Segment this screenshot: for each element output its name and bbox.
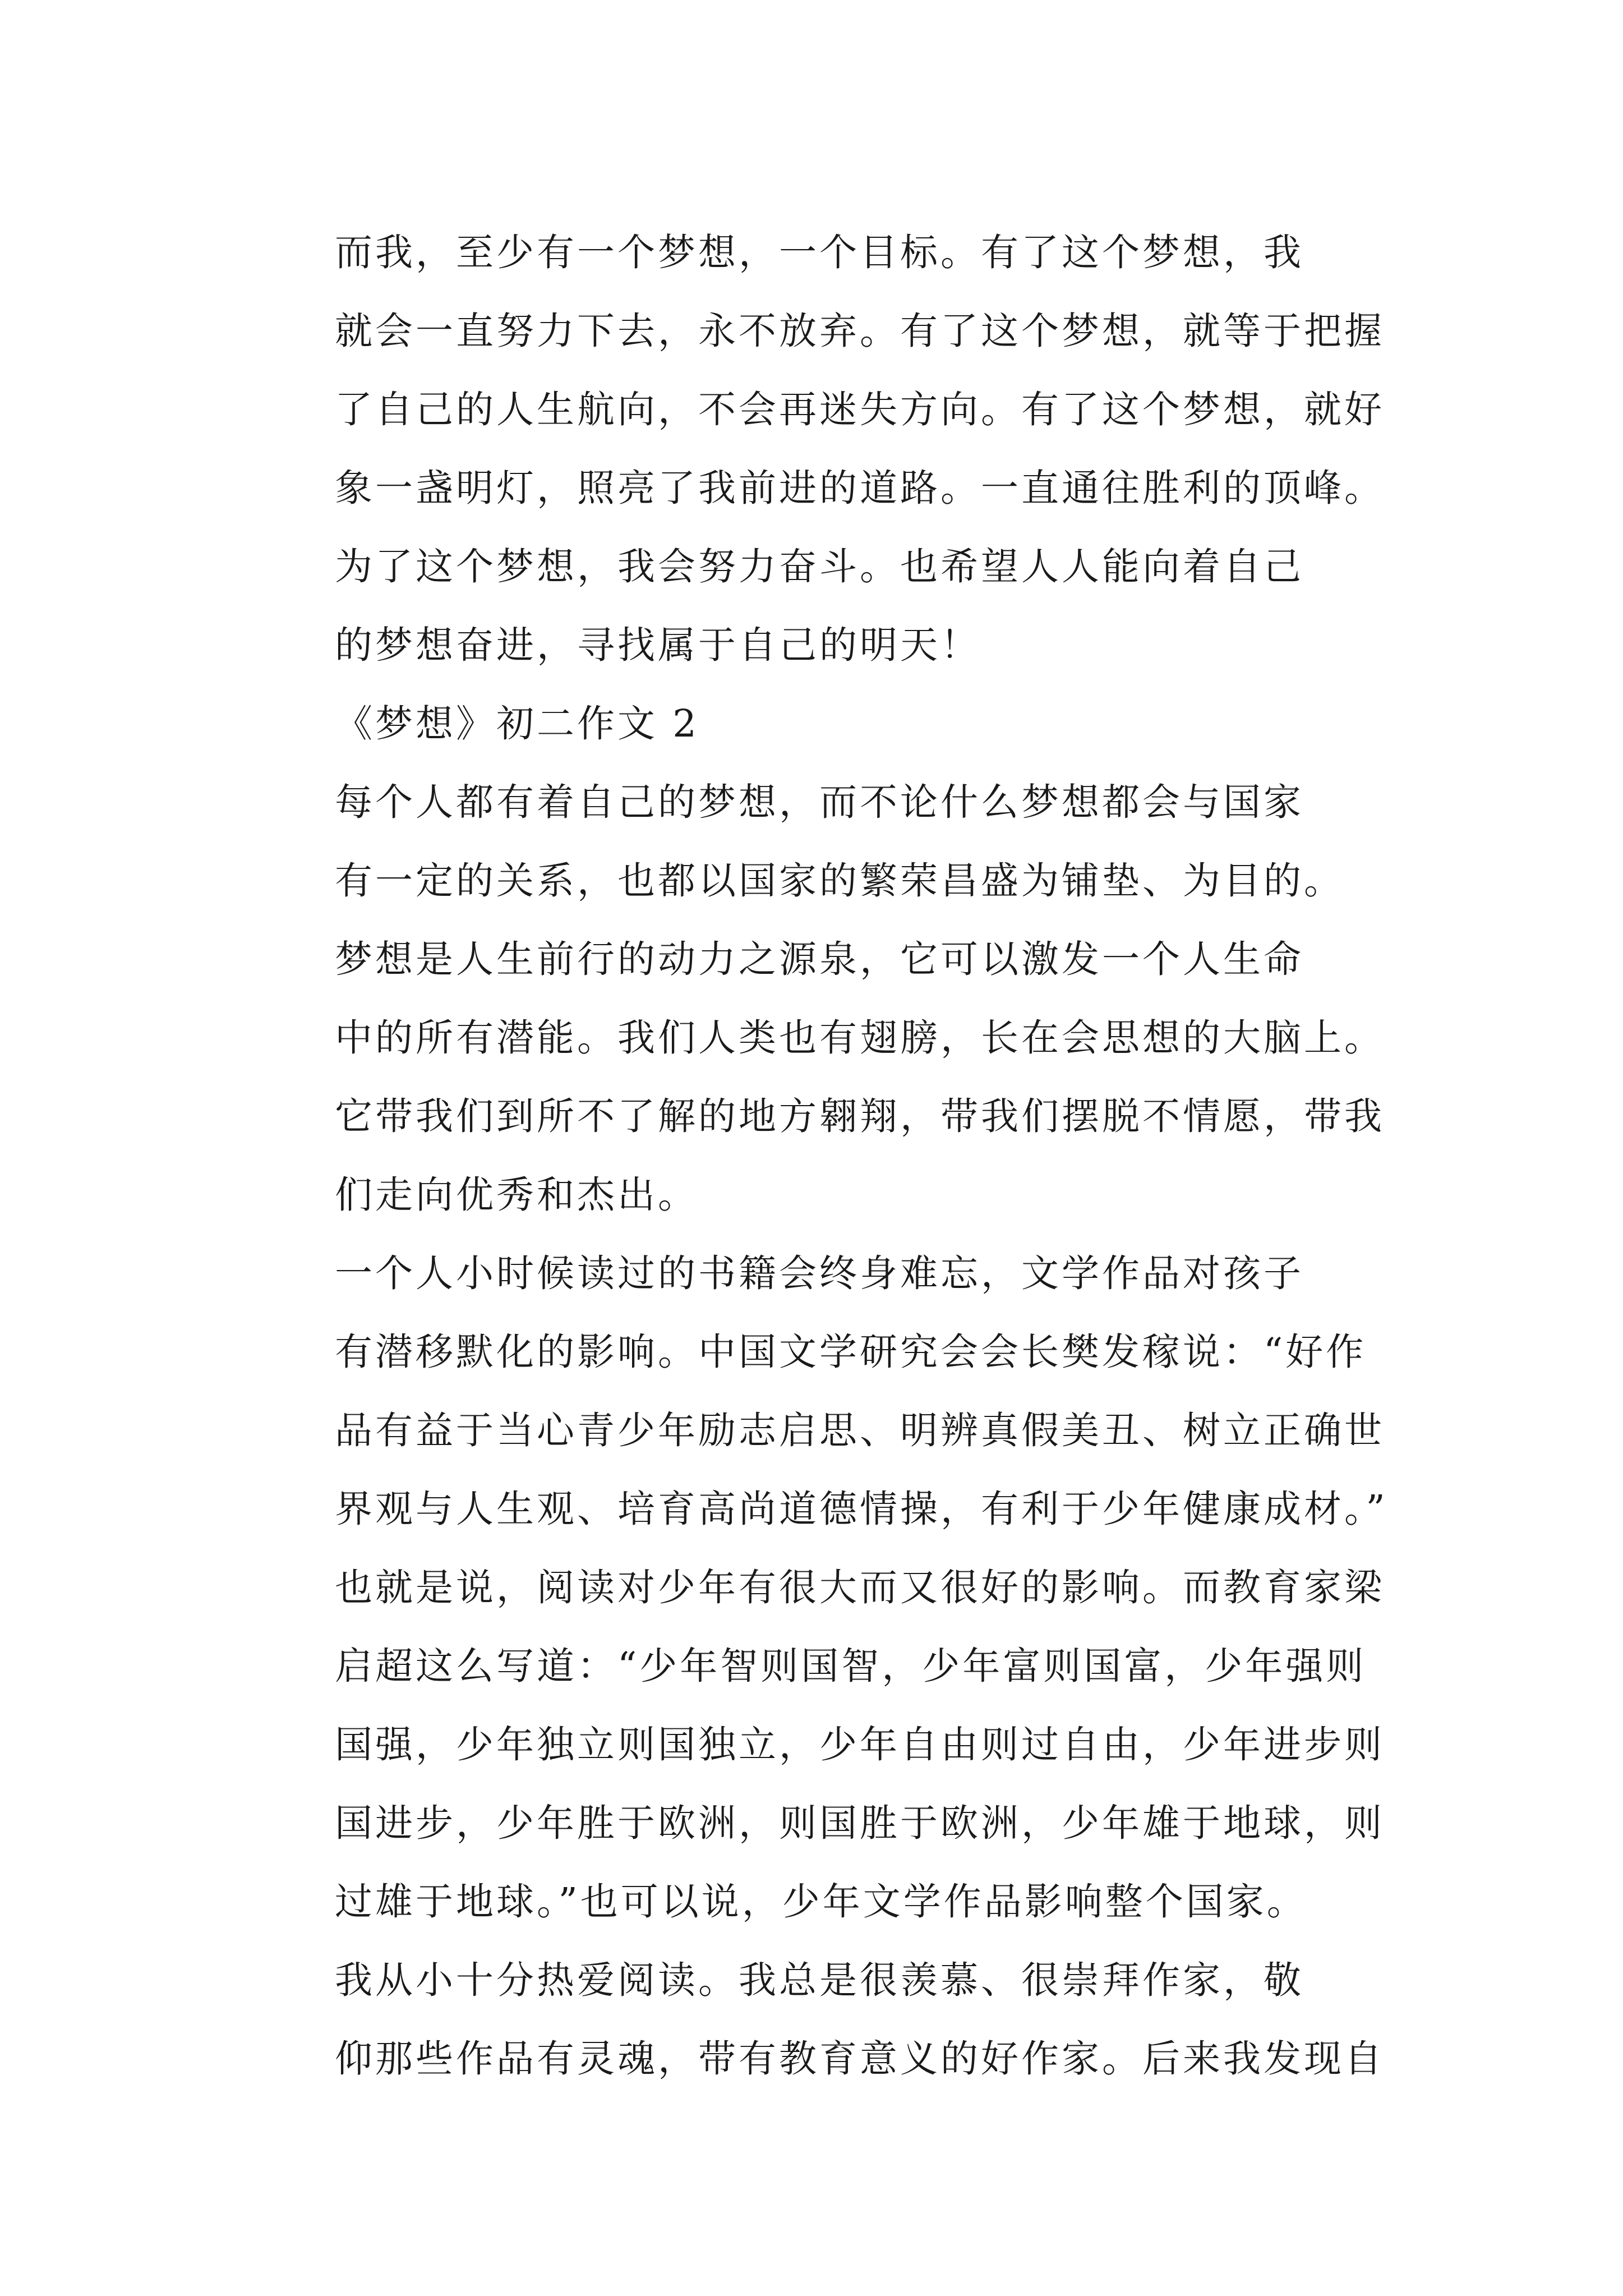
text-line: 也就是说，阅读对少年有很大而又很好的影响。而教育家梁 [335,1566,1385,1609]
text-line: 中的所有潜能。我们人类也有翅膀，长在会思想的大脑上。 [335,1016,1385,1060]
text-line: 《梦想》初二作文 2 [335,702,699,746]
paragraph [250,213,1385,527]
text-line: 们走向优秀和杰出。 [335,1173,698,1217]
text-line: 仰那些作品有灵魂，带有教育意义的好作家。后来我发现自 [335,2037,1385,2081]
paragraph [250,1941,1385,2098]
text-line: 有一定的关系，也都以国家的繁荣昌盛为铺垫、为目的。 [335,859,1344,903]
paragraph [250,763,1382,920]
text-line: 过雄于地球。”也可以说，少年文学作品影响整个国家。 [335,1880,1307,1924]
text-line: 而我，至少有一个梦想，一个目标。有了这个梦想，我 [335,231,1304,274]
paragraph [250,527,1382,684]
paragraph [250,920,1385,1234]
text-line: 一个人小时候读过的书籍会终身难忘，文学作品对孩子 [335,1251,1304,1295]
text-line: 启超这么写道：“少年智则国智，少年富则国富，少年强则 [335,1644,1367,1688]
text-line: 界观与人生观、培育高尚道德情操，有利于少年健康成材。” [335,1487,1388,1531]
text-line: 我从小十分热爱阅读。我总是很羡慕、很崇拜作家，敬 [335,1958,1304,2002]
text-line: 有潜移默化的影响。中国文学研究会会长樊发稼说：“好作 [335,1330,1367,1374]
paragraph [250,1234,1388,1941]
text-line: 梦想是人生前行的动力之源泉，它可以激发一个人生命 [335,937,1304,981]
text-line: 它带我们到所不了解的地方翱翔，带我们摆脱不情愿，带我 [335,1094,1385,1138]
text-line: 了自己的人生航向，不会再迷失方向。有了这个梦想，就好 [335,388,1385,431]
text-line: 每个人都有着自己的梦想，而不论什么梦想都会与国家 [335,780,1304,824]
text-line: 象一盏明灯，照亮了我前进的道路。一直通往胜利的顶峰。 [335,466,1385,510]
document-body [250,213,1388,2098]
text-line: 的梦想奋进，寻找属于自己的明天！ [335,623,981,667]
text-line: 国强，少年独立则国独立，少年自由则过自由，少年进步则 [335,1723,1385,1766]
text-line: 就会一直努力下去，永不放弃。有了这个梦想，就等于把握 [335,309,1385,353]
text-line: 国进步，少年胜于欧洲，则国胜于欧洲，少年雄于地球，则 [335,1801,1385,1845]
text-line: 品有益于当心青少年励志启思、明辨真假美丑、树立正确世 [335,1409,1385,1452]
text-line: 为了这个梦想，我会努力奋斗。也希望人人能向着自己 [335,545,1304,588]
section-heading [250,684,1382,763]
